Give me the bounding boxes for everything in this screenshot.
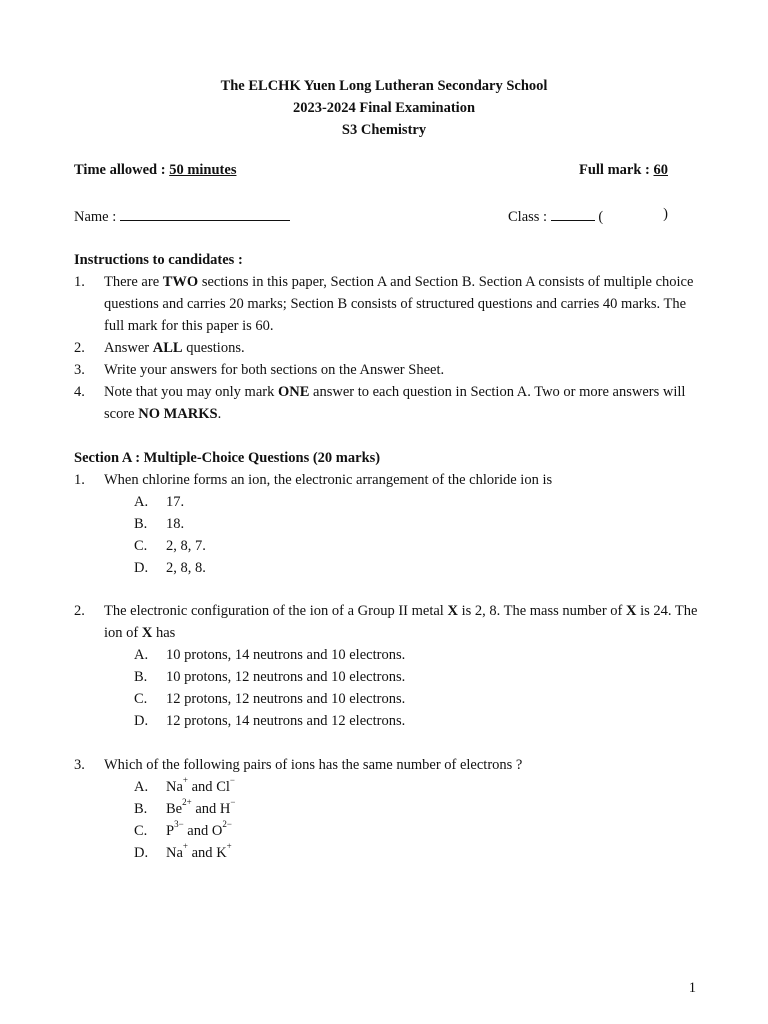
- class-number-close: ): [663, 206, 668, 222]
- time-value: 50 minutes: [169, 162, 237, 178]
- instructions-title: Instructions to candidates :: [74, 252, 243, 268]
- question-stem: 3. Which of the following pairs of ions has the same number of electrons ?: [74, 757, 523, 773]
- option-a: A. 10 protons, 14 neutrons and 10 electrons.: [134, 647, 406, 663]
- class-number-open: (: [598, 209, 604, 225]
- fullmark-value: 60: [653, 162, 668, 178]
- options: [134, 491, 698, 579]
- class-blank: [551, 206, 595, 221]
- instructions: [74, 249, 698, 425]
- option-c: C. 2, 8, 7.: [134, 538, 206, 554]
- question-3: [74, 754, 698, 864]
- fullmark-label: Full mark :: [578, 162, 654, 178]
- options: [134, 776, 698, 864]
- options: [134, 644, 698, 732]
- subject-title: S3 Chemistry: [341, 122, 427, 138]
- name-label: Name :: [74, 209, 120, 225]
- exam-header: [0, 75, 768, 141]
- option-c: C. 12 protons, 12 neutrons and 10 electrons.: [134, 691, 406, 707]
- instruction-item: 4. Note that you may only mark ONE answer to each question in Section A. Two or more answers will score NO MARKS.: [74, 384, 686, 422]
- option-b: B. 18.: [134, 516, 185, 532]
- option-a: A. Na+ and Cl−: [134, 775, 235, 795]
- option-d: D. 12 protons, 14 neutrons and 12 electrons.: [134, 713, 406, 729]
- exam-title: 2023-2024 Final Examination: [292, 100, 476, 116]
- question-stem: 1. When chlorine forms an ion, the electronic arrangement of the chloride ion is: [74, 472, 553, 488]
- option-b: B. 10 protons, 12 neutrons and 10 electrons.: [134, 669, 406, 685]
- question-stem: 2. The electronic configuration of the ion of a Group II metal X is 2, 8. The mass number of X is 24. The ion of X has: [74, 603, 698, 641]
- school-name: The ELCHK Yuen Long Lutheran Secondary School: [220, 78, 548, 94]
- option-a: A. 17.: [134, 494, 185, 510]
- instruction-item: 3. Write your answers for both sections on the Answer Sheet.: [74, 362, 445, 378]
- class-label: Class :: [508, 209, 551, 225]
- question-2: [74, 600, 698, 732]
- fullmark: [579, 162, 668, 179]
- option-d: D. Na+ and K+: [134, 841, 232, 861]
- page-number: 1: [688, 980, 696, 996]
- option-c: C. $P^{3-}$ and $O^{2-}$: [134, 819, 232, 839]
- instruction-item: 2. Answer ALL questions.: [74, 340, 245, 356]
- name-blank: [120, 206, 290, 221]
- time-label: Time allowed :: [74, 162, 170, 178]
- section-a-title: Section A : Multiple-Choice Questions (20 marks): [74, 450, 381, 466]
- question-1: [74, 447, 698, 579]
- name-class-row: [74, 206, 668, 226]
- option-b: B. $Be^{2+}$ and H−: [134, 797, 236, 817]
- class-field: [508, 206, 668, 226]
- instruction-item: 1. There are TWO sections in this paper, Section A and Section B. Section A consists of multiple choice questions and carries 20 marks; Section B consists of structured questions and carries 40 marks. The full mark for this paper is 60.: [74, 274, 694, 334]
- option-d: D. 2, 8, 8.: [134, 560, 206, 576]
- time-fullmark-row: [74, 162, 668, 179]
